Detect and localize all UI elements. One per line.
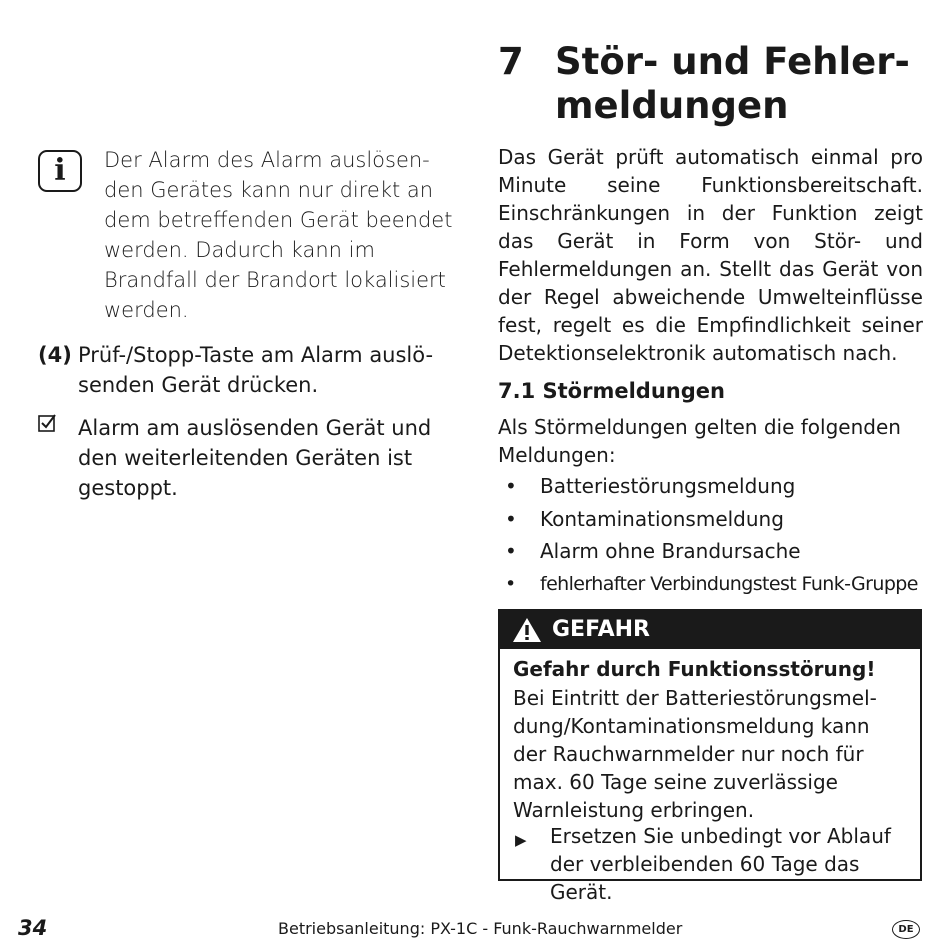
list-item-text: Alarm ohne Brandursache [540,539,801,563]
page-number: 34 [18,916,48,940]
bullet-icon: • [505,474,517,498]
bullet-icon: • [505,572,516,595]
warning-triangle-icon [512,617,542,643]
bullet-icon: • [505,506,517,531]
section-intro: Als Störmeldungen gelten die folgenden Meldungen: [498,415,901,467]
footer-title: Betriebsanleitung: PX-1C - Funk-Rauchwarnmelder [278,919,683,938]
danger-warning-box [498,609,922,904]
list-item-text: fehlerhafter Verbindungstest Funk-Gruppe [540,572,918,595]
chapter-intro: Das Gerät prüft automatisch einmal pro Minute seine Funktionsbereitschaft. Einschränkungen in der Funktion zeigt das Gerät in Form von Stör- und Fehlermeldungen an. Stellt das Gerät von der Regel abweichende Umwelteinflüsse fest, regelt es die Empfindlichkeit seiner Detektionselektronik automatisch nach. [498,145,923,365]
danger-body-text: Bei Eintritt der Batteriestörungsmel-dung/Kontaminationsmeldung kann der Rauchwarnmelder nur noch für max. 60 Tage seine zuverlässige Warnleistung erbringen. [513,686,877,822]
info-icon: i [38,150,82,192]
step-instruction: Prüf-/Stopp-Taste am Alarm auslö-senden Gerät drücken. [78,343,434,397]
info-note-text: Der Alarm des Alarm auslösen-den Gerätes kann nur direkt an dem betreffenden Gerät beendet werden. Dadurch kann im Brandfall der Brandort lokalisiert werden. [104,148,453,322]
list-item-text: Kontaminationsmeldung [540,506,784,531]
chapter-number: 7 [498,40,524,83]
checkbox-checked-icon [38,414,56,432]
language-badge: DE [892,920,920,939]
danger-action-text: Ersetzen Sie unbedingt vor Ablauf der verbleibenden 60 Tage das Gerät. [550,824,891,904]
chapter-title: Stör- und Fehler-meldungen [555,40,910,127]
danger-subtitle: Gefahr durch Funktionsstörung! [513,657,876,681]
fault-message-list [498,470,928,600]
list-item [498,470,928,503]
play-arrow-icon: ▶ [515,831,527,849]
list-item-text: Batteriestörungsmeldung [540,474,796,498]
step-number: (4) [38,343,72,367]
bullet-icon: • [505,539,517,563]
danger-header [500,611,920,649]
section-title: 7.1 Störmeldungen [498,379,725,403]
list-item [498,503,928,536]
list-item [498,568,928,601]
danger-label: GEFAHR [552,617,650,642]
step-result-text: Alarm am auslösenden Gerät und den weiterleitenden Geräten ist gestoppt. [78,416,432,500]
info-icon-container [38,150,90,196]
list-item [498,535,928,568]
